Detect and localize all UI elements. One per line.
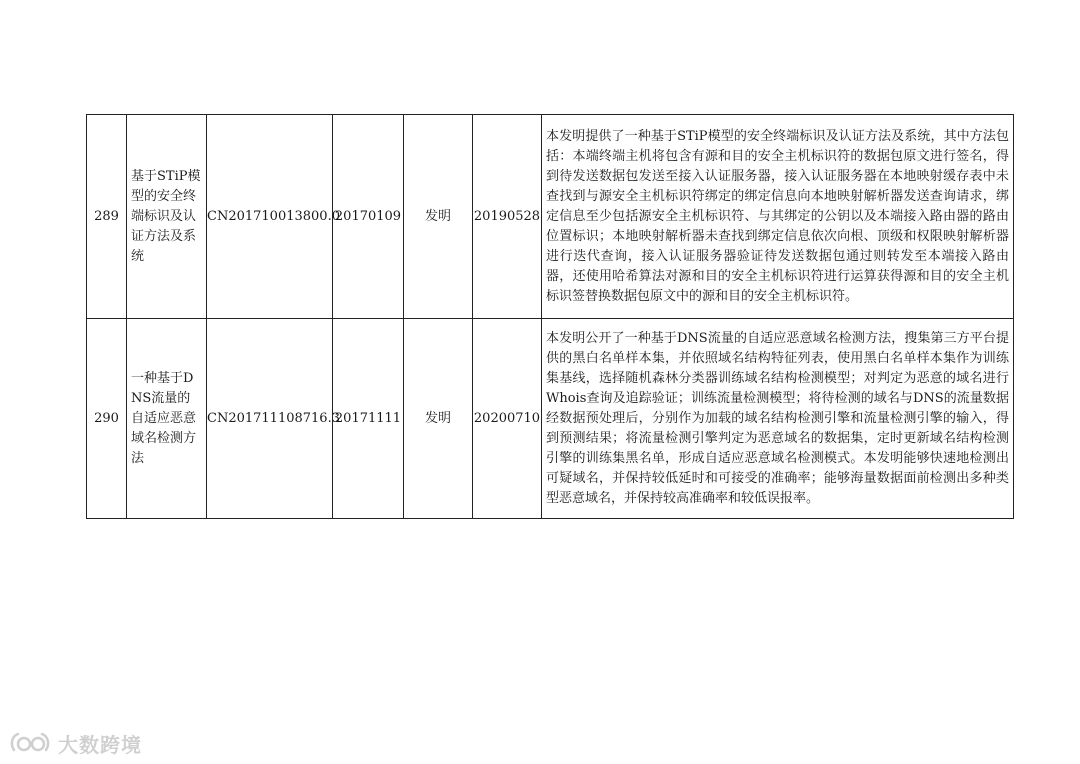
- application-number: CN201710013800.0: [207, 115, 333, 319]
- application-date: 20170109: [333, 115, 404, 319]
- publication-date: 20190528: [473, 115, 542, 319]
- publication-date: 20200710: [473, 319, 542, 519]
- patent-name: 基于STiP模型的安全终端标识及认证方法及系统: [131, 168, 201, 264]
- patent-type: 发明: [404, 115, 473, 319]
- row-number: 289: [87, 115, 127, 319]
- application-date: 20171111: [333, 319, 404, 519]
- patent-name-cell: [127, 319, 207, 519]
- table-row: [87, 319, 1014, 519]
- patent-abstract: 本发明提供了一种基于STiP模型的安全终端标识及认证方法及系统，其中方法包括：本端终端主机将包含有源和目的安全主机标识符的数据包原文进行签名，得到待发送数据包发送至接入认证服务器，接入认证服务器在本地映射缓存表中未查找到与源安全主机标识符绑定的绑定信息向本地映射解析器发送查询请求，绑定信息至少包括源安全主机标识符、与其绑定的公钥以及本端接入路由器的路由位置标识；本地映射解析器未查找到绑定信息依次向根、顶级和权限映射解析器进行迭代查询，接入认证服务器验证待发送数据包通过则转发至本端接入路由器，还使用哈希算法对源和目的安全主机标识符进行运算获得源和目的安全主机标识签替换数据包原文中的源和目的安全主机标识符。: [542, 115, 1014, 319]
- patent-type: 发明: [404, 319, 473, 519]
- patent-table: [86, 114, 1014, 519]
- table-row: [87, 115, 1014, 319]
- row-number: 290: [87, 319, 127, 519]
- watermark: [8, 728, 142, 758]
- patent-name: 一种基于DNS流量的自适应恶意域名检测方法: [131, 370, 197, 466]
- application-number: CN201711108716.3: [207, 319, 333, 519]
- logo-mark-icon: [8, 730, 52, 756]
- patent-name-cell: [127, 115, 207, 319]
- patent-abstract: 本发明公开了一种基于DNS流量的自适应恶意域名检测方法，搜集第三方平台提供的黑白名单样本集，并依照域名结构特征列表，使用黑白名单样本集作为训练集基线，选择随机森林分类器训练域名结构检测模型；对判定为恶意的域名进行Whois查询及追踪验证；训练流量检测模型；将待检测的域名与DNS的流量数据经数据预处理后，分别作为加载的域名结构检测引擎和流量检测引擎的输入，得到预测结果；将流量检测引擎判定为恶意域名的数据集，定时更新域名结构检测引擎的训练集黑名单，形成自适应恶意域名检测模式。本发明能够快速地检测出可疑域名，并保持较低延时和可接受的准确率；能够海量数据面前检测出多种类型恶意域名，并保持较高准确率和较低误报率。: [542, 319, 1014, 519]
- watermark-text: 大数跨境: [58, 732, 142, 757]
